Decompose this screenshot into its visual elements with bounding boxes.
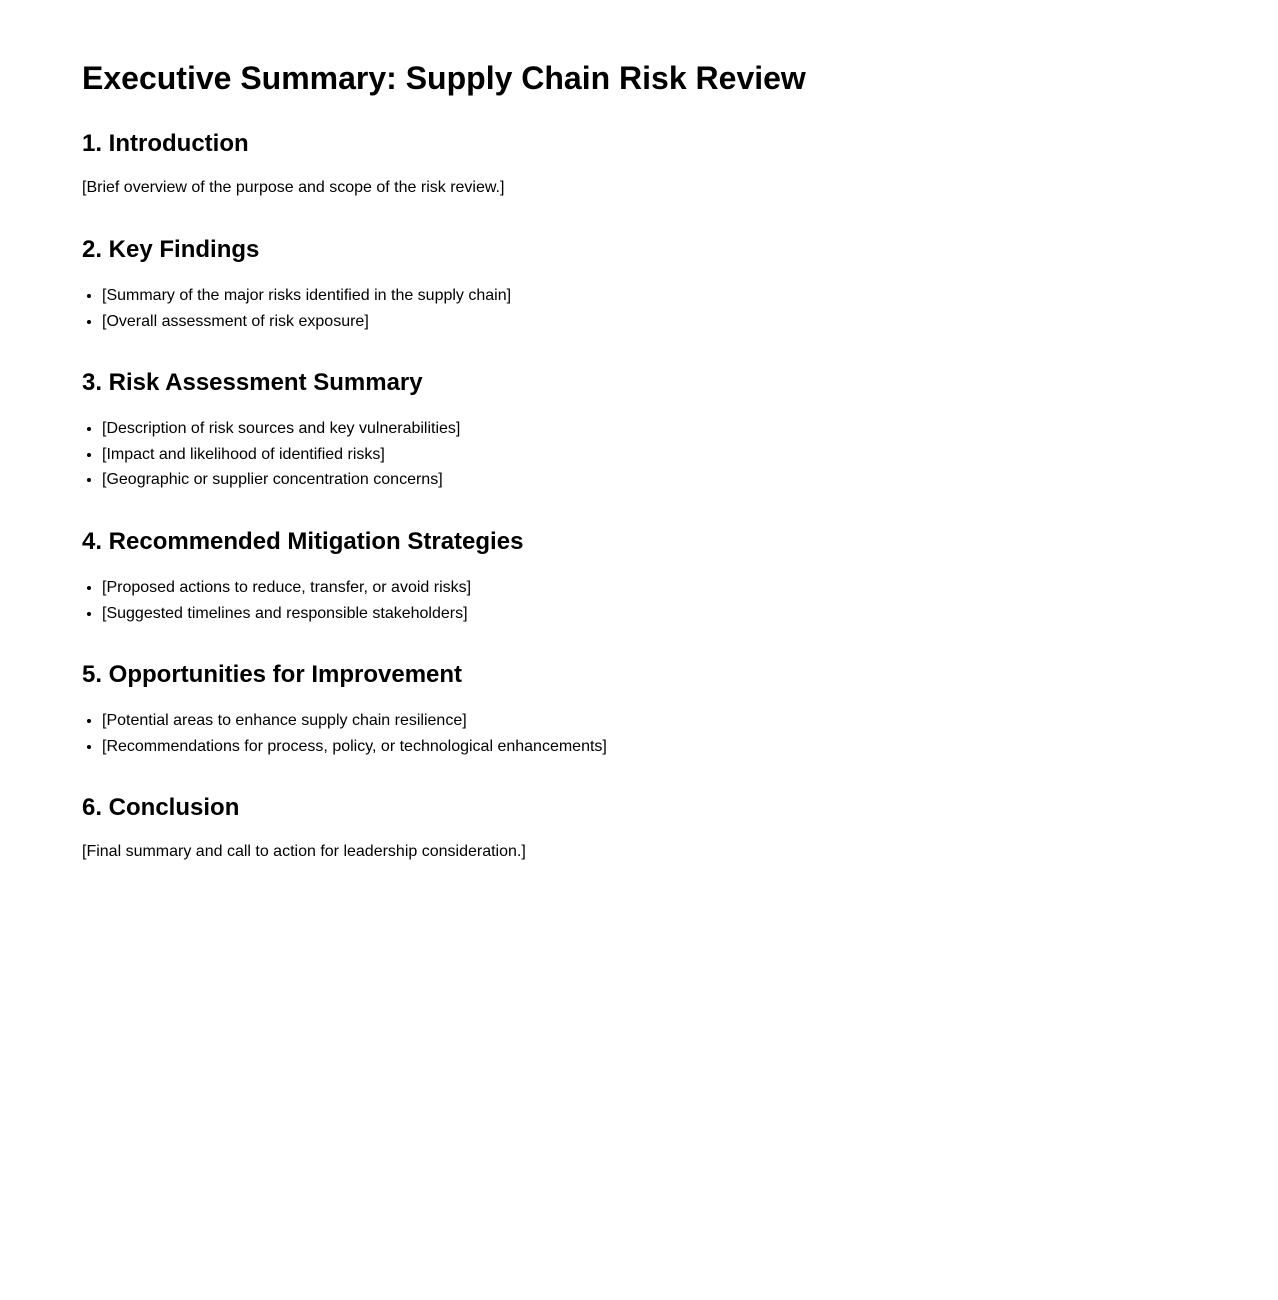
section-heading: 6. Conclusion	[82, 794, 240, 822]
list-item: • [Description of risk sources and key vulnerabilities]	[102, 416, 1196, 442]
list-item: • [Overall assessment of risk exposure]	[102, 309, 1196, 335]
bullet-list	[82, 575, 1196, 626]
list-item: • [Recommendations for process, policy, or technological enhancements]	[102, 734, 1196, 760]
document-title: Executive Summary: Supply Chain Risk Review	[82, 60, 806, 96]
list-item: • [Proposed actions to reduce, transfer, or avoid risks]	[102, 575, 1196, 601]
list-item: • [Potential areas to enhance supply chain resilience]	[102, 708, 1196, 734]
section-conclusion	[82, 792, 1196, 863]
list-item: • [Impact and likelihood of identified risks]	[102, 442, 1196, 468]
section-heading: 2. Key Findings	[82, 236, 260, 263]
bullet-list	[82, 708, 1196, 759]
section-heading: 3. Risk Assessment Summary	[82, 369, 423, 397]
section-heading: 4. Recommended Mitigation Strategies	[82, 527, 524, 555]
section-paragraph: [Brief overview of the purpose and scope of the risk review.]	[82, 179, 505, 196]
section-mitigation-strategies	[82, 526, 1196, 626]
list-item: • [Summary of the major risks identified in the supply chain]	[102, 283, 1196, 309]
bullet-list	[82, 283, 1196, 334]
section-paragraph: [Final summary and call to action for leadership consideration.]	[82, 843, 526, 861]
section-opportunities-for-improvement	[82, 659, 1196, 759]
section-heading: 5. Opportunities for Improvement	[82, 661, 463, 689]
section-heading: 1. Introduction	[82, 130, 249, 157]
section-risk-assessment-summary	[82, 367, 1196, 493]
list-item: • [Geographic or supplier concentration concerns]	[102, 467, 1196, 493]
list-item: • [Suggested timelines and responsible stakeholders]	[102, 601, 1196, 627]
bullet-list	[82, 416, 1196, 493]
section-key-findings	[82, 234, 1196, 334]
section-introduction	[82, 128, 1196, 199]
